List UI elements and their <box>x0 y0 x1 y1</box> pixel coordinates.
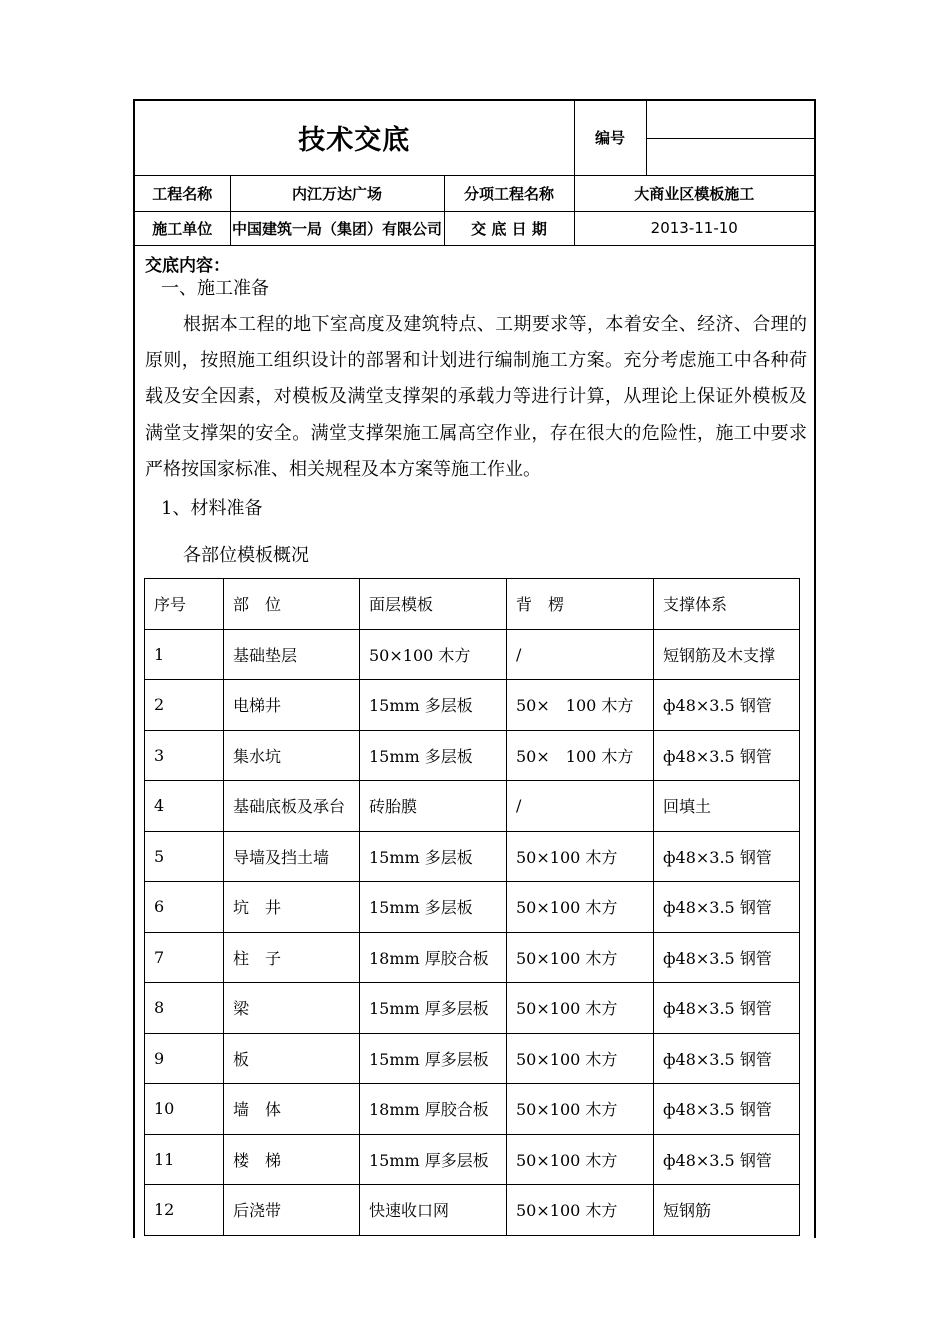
table-cell-support-system: ф48×3.5 钢管 <box>654 730 800 781</box>
column-header-location: 部 位 <box>224 579 360 630</box>
column-header-face-panel: 面层模板 <box>360 579 507 630</box>
content-heading: 交底内容： <box>145 256 230 276</box>
table-cell-back-joist: / <box>507 629 654 680</box>
table-cell-index: 9 <box>145 1033 224 1084</box>
table-row <box>145 983 800 1034</box>
project-label: 工程名称 <box>135 175 230 211</box>
subsection-title: 1、材料准备 <box>161 498 263 519</box>
table-cell-location: 后浇带 <box>224 1185 360 1236</box>
section-title: 一、施工准备 <box>161 278 269 299</box>
table-cell-face-panel: 50×100 木方 <box>360 629 507 680</box>
table-row <box>145 1084 800 1135</box>
table-cell-index: 4 <box>145 781 224 832</box>
table-cell-back-joist: 50×100 木方 <box>507 932 654 983</box>
table-row <box>145 629 800 680</box>
document-title: 技术交底 <box>135 101 574 175</box>
number-field[interactable] <box>646 101 814 175</box>
table-row <box>145 882 800 933</box>
table-cell-face-panel: 15mm 多层板 <box>360 831 507 882</box>
table-cell-support-system: 回填土 <box>654 781 800 832</box>
table-cell-location: 导墙及挡土墙 <box>224 831 360 882</box>
table-cell-face-panel: 15mm 多层板 <box>360 730 507 781</box>
table-cell-location: 集水坑 <box>224 730 360 781</box>
intro-paragraph: 根据本工程的地下室高度及建筑特点、工期要求等，本着安全、经济、合理的原则，按照施工组织设计的部署和计划进行编制施工方案。充分考虑施工中各种荷载及安全因素，对模板及满堂支撑架的承载力等进行计算，从理论上保证外模板及满堂支撑架的安全。满堂支撑架施工属高空作业，存在很大的危险性，施工中要求严格按国家标准、相关规程及本方案等施工作业。 <box>145 314 807 480</box>
project-value: 内江万达广场 <box>230 175 444 211</box>
table-caption: 各部位模板概况 <box>183 545 309 566</box>
column-header-back-joist: 背 楞 <box>507 579 654 630</box>
table-cell-support-system: 短钢筋 <box>654 1185 800 1236</box>
table-cell-index: 8 <box>145 983 224 1034</box>
date-value: 2013-11-10 <box>574 211 814 245</box>
table-cell-location: 电梯井 <box>224 680 360 731</box>
formwork-table <box>144 578 800 1236</box>
table-cell-back-joist: 50×100 木方 <box>507 1134 654 1185</box>
table-cell-index: 6 <box>145 882 224 933</box>
table-row <box>145 781 800 832</box>
table-cell-back-joist: 50×100 木方 <box>507 983 654 1034</box>
table-cell-index: 10 <box>145 1084 224 1135</box>
unit-label: 施工单位 <box>135 211 230 245</box>
table-cell-back-joist: 50×100 木方 <box>507 1033 654 1084</box>
table-cell-support-system: ф48×3.5 钢管 <box>654 1134 800 1185</box>
document-frame <box>133 99 816 1238</box>
table-row <box>145 1185 800 1236</box>
table-cell-back-joist: 50×100 木方 <box>507 1185 654 1236</box>
formwork-table-body <box>145 579 800 1236</box>
table-cell-index: 7 <box>145 932 224 983</box>
table-cell-location: 柱 子 <box>224 932 360 983</box>
table-cell-support-system: ф48×3.5 钢管 <box>654 680 800 731</box>
table-cell-support-system: ф48×3.5 钢管 <box>654 932 800 983</box>
table-row <box>145 932 800 983</box>
table-row <box>145 680 800 731</box>
table-cell-support-system: ф48×3.5 钢管 <box>654 882 800 933</box>
table-cell-index: 1 <box>145 629 224 680</box>
table-cell-index: 5 <box>145 831 224 882</box>
table-cell-face-panel: 快速收口网 <box>360 1185 507 1236</box>
table-cell-index: 2 <box>145 680 224 731</box>
table-cell-location: 基础底板及承台 <box>224 781 360 832</box>
column-header-index: 序号 <box>145 579 224 630</box>
table-row <box>145 831 800 882</box>
table-cell-location: 楼 梯 <box>224 1134 360 1185</box>
table-row <box>145 1033 800 1084</box>
table-cell-support-system: ф48×3.5 钢管 <box>654 983 800 1034</box>
number-label: 编号 <box>574 101 646 175</box>
table-cell-face-panel: 18mm 厚胶合板 <box>360 932 507 983</box>
table-cell-location: 板 <box>224 1033 360 1084</box>
table-cell-location: 坑 井 <box>224 882 360 933</box>
table-cell-face-panel: 15mm 厚多层板 <box>360 1134 507 1185</box>
table-cell-back-joist: 50×100 木方 <box>507 831 654 882</box>
table-cell-location: 基础垫层 <box>224 629 360 680</box>
table-cell-face-panel: 15mm 多层板 <box>360 680 507 731</box>
table-cell-support-system: ф48×3.5 钢管 <box>654 1033 800 1084</box>
table-cell-face-panel: 砖胎膜 <box>360 781 507 832</box>
table-cell-face-panel: 15mm 厚多层板 <box>360 1033 507 1084</box>
table-cell-back-joist: 50× 100 木方 <box>507 680 654 731</box>
header-table <box>135 101 814 246</box>
table-cell-face-panel: 15mm 厚多层板 <box>360 983 507 1034</box>
table-row <box>145 1134 800 1185</box>
table-cell-support-system: 短钢筋及木支撑 <box>654 629 800 680</box>
table-row <box>145 730 800 781</box>
column-header-support-system: 支撑体系 <box>654 579 800 630</box>
table-header-row <box>145 579 800 630</box>
table-cell-index: 3 <box>145 730 224 781</box>
table-cell-back-joist: / <box>507 781 654 832</box>
subproject-value: 大商业区模板施工 <box>574 175 814 211</box>
table-cell-index: 12 <box>145 1185 224 1236</box>
table-cell-back-joist: 50×100 木方 <box>507 1084 654 1135</box>
table-cell-back-joist: 50× 100 木方 <box>507 730 654 781</box>
table-cell-index: 11 <box>145 1134 224 1185</box>
table-cell-face-panel: 18mm 厚胶合板 <box>360 1084 507 1135</box>
table-cell-face-panel: 15mm 多层板 <box>360 882 507 933</box>
table-cell-support-system: ф48×3.5 钢管 <box>654 1084 800 1135</box>
subproject-label: 分项工程名称 <box>444 175 574 211</box>
unit-value: 中国建筑一局（集团）有限公司 <box>230 211 444 245</box>
table-cell-back-joist: 50×100 木方 <box>507 882 654 933</box>
number-divider <box>647 138 815 139</box>
table-cell-location: 梁 <box>224 983 360 1034</box>
table-cell-location: 墙 体 <box>224 1084 360 1135</box>
date-label: 交 底 日 期 <box>444 211 574 245</box>
table-cell-support-system: ф48×3.5 钢管 <box>654 831 800 882</box>
